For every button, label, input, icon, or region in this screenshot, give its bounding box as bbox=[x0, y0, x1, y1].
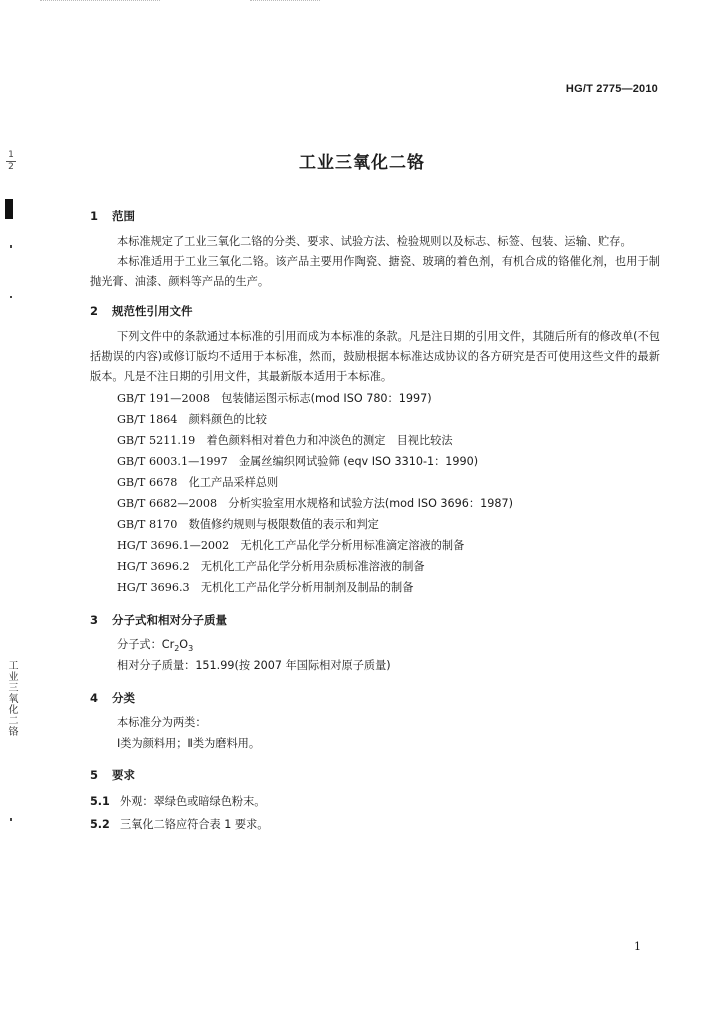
section-number: 3 bbox=[90, 613, 99, 627]
scan-speck bbox=[10, 245, 12, 248]
section-title: 要求 bbox=[112, 768, 135, 782]
classification-types: Ⅰ类为颜料用；Ⅱ类为磨料用。 bbox=[117, 737, 261, 750]
molecular-formula: 分子式：$Cr_2O_3$ bbox=[117, 638, 194, 654]
section-1-para-2: 本标准适用于工业三氧化二铬。该产品主要用作陶瓷、搪瓷、玻璃的着色剂，有机合成的铬催化剂，也用于制抛光膏、油漆、颜料等产品的生产。 bbox=[90, 255, 660, 288]
reference-item: GB/T 6682—2008 分析实验室用水规格和试验方法(mod ISO 3696：1987) bbox=[117, 497, 513, 510]
reference-item: HG/T 3696.2 无机化工产品化学分析用杂质标准溶液的制备 bbox=[117, 560, 425, 573]
reference-item: GB/T 5211.19 着色颜料相对着色力和冲淡色的测定 目视比较法 bbox=[117, 434, 453, 447]
section-1-para-1: 本标准规定了工业三氧化二铬的分类、要求、试验方法、检验规则以及标志、标签、包装、运输、贮存。 bbox=[117, 235, 632, 248]
section-number: 5 bbox=[90, 768, 99, 782]
scan-artifact bbox=[40, 0, 160, 2]
classification-intro: 本标准分为两类： bbox=[117, 716, 207, 729]
section-title: 规范性引用文件 bbox=[112, 304, 193, 318]
section-title: 范围 bbox=[112, 209, 135, 223]
reference-item: HG/T 3696.1—2002 无机化工产品化学分析用标准滴定溶液的制备 bbox=[117, 539, 465, 552]
reference-item: GB/T 6003.1—1997 金属丝编织网试验筛 (eqv ISO 3310-1：1990) bbox=[117, 455, 479, 468]
section-title: 分类 bbox=[112, 691, 135, 705]
scan-artifact bbox=[250, 0, 320, 2]
document-title: 工业三氧化二铬 bbox=[299, 153, 425, 173]
section-2-heading bbox=[90, 303, 193, 319]
reference-item: GB/T 191—2008 包装储运图示标志(mod ISO 780：1997) bbox=[117, 392, 432, 405]
scan-speck bbox=[10, 818, 12, 821]
reference-item: GB/T 6678 化工产品采样总则 bbox=[117, 476, 279, 489]
spine-title: 工业三氧化二铬 bbox=[6, 660, 17, 737]
reference-item: GB/T 8170 数值修约规则与极限数值的表示和判定 bbox=[117, 518, 379, 531]
section-title: 分子式和相对分子质量 bbox=[112, 613, 227, 627]
reference-item: HG/T 3696.3 无机化工产品化学分析用制剂及制品的制备 bbox=[117, 581, 414, 594]
molecular-mass: 相对分子质量：151.99(按 2007 年国际相对原子质量) bbox=[117, 659, 391, 672]
scan-speck bbox=[10, 296, 12, 298]
section-number: 1 bbox=[90, 209, 99, 223]
section-3-heading bbox=[90, 612, 227, 628]
page-number: 1 bbox=[634, 940, 641, 953]
section-4-heading bbox=[90, 690, 135, 706]
reference-item: GB/T 1864 颜料颜色的比较 bbox=[117, 413, 267, 426]
binding-mark bbox=[5, 199, 13, 219]
section-1-heading bbox=[90, 208, 135, 224]
margin-fraction: $\frac{1}{2}$ bbox=[6, 150, 16, 173]
requirement-item: 5.2 三氧化二铬应符合表 1 要求。 bbox=[90, 818, 269, 831]
section-2-intro: 下列文件中的条款通过本标准的引用而成为本标准的条款。凡是注日期的引用文件，其随后所有的修改单(不包括勘误的内容)或修订版均不适用于本标准，然而，鼓励根据本标准达成协议的各方研究是否可使用这些文件的最新版本。凡是不注日期的引用文件，其最新版本适用于本标准。 bbox=[90, 330, 660, 383]
section-number: 4 bbox=[90, 691, 99, 705]
section-number: 2 bbox=[90, 304, 99, 318]
section-5-heading bbox=[90, 767, 135, 783]
standard-code: HG/T 2775—2010 bbox=[565, 83, 658, 95]
requirement-item: 5.1 外观：翠绿色或暗绿色粉末。 bbox=[90, 795, 266, 808]
